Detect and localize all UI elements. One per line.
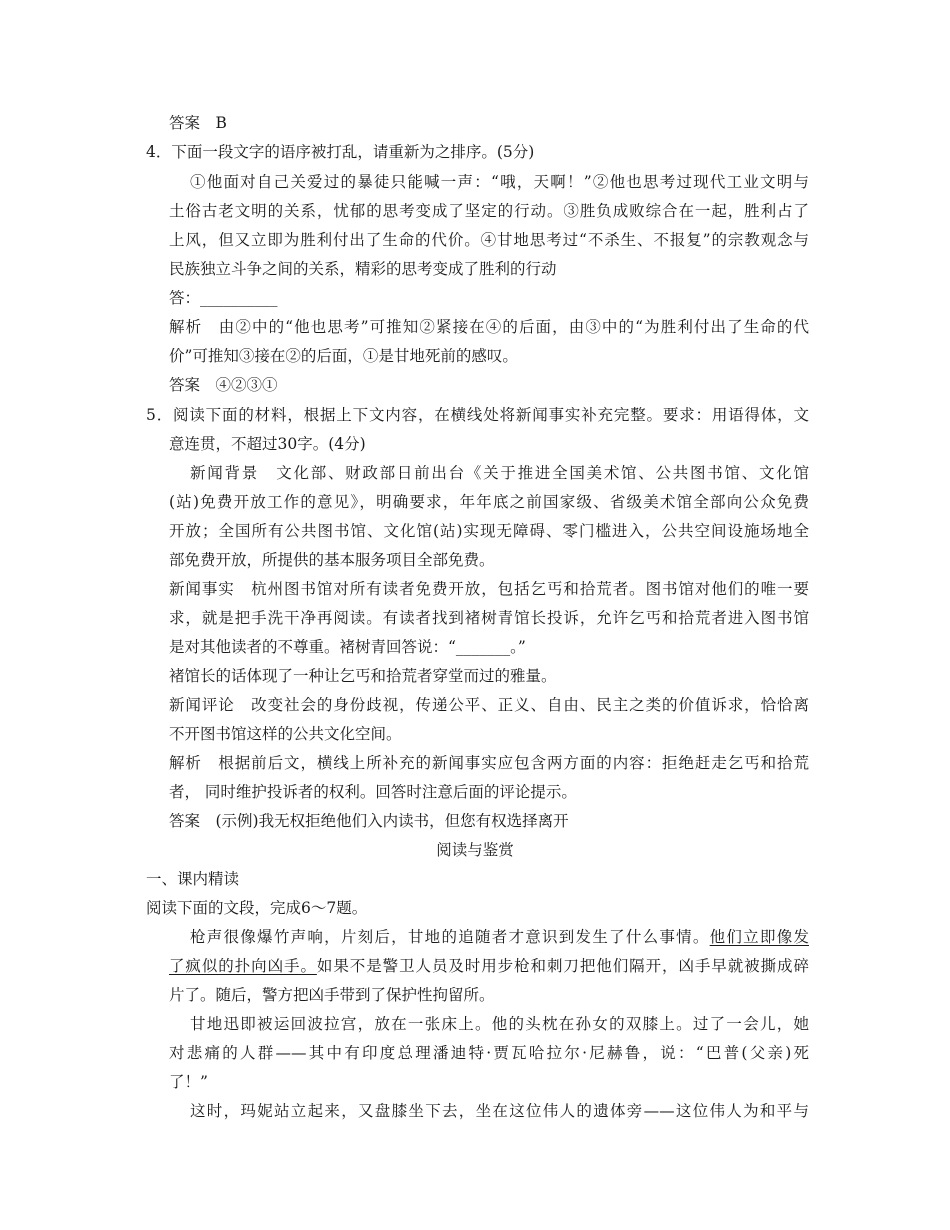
news-fact: 褚馆长的话体现了一种让乞丐和拾荒者穿堂而过的雅量。 (169, 667, 557, 685)
news-fact: 新闻事实 杭州图书馆对所有读者免费开放，包括乞丐和拾荒者。图书馆对他们的唯一要 (169, 580, 809, 598)
question-5-title: 意连贯，不超过30字。(4分) (169, 435, 366, 453)
underlined-passage-text: 他们立即像发 (709, 928, 809, 946)
q4-text-line: 民族独立斗争之间的关系，精彩的思考变成了胜利的行动 (169, 260, 557, 278)
answer-q3: 答案 B (169, 114, 227, 132)
q4-text-line: 土俗古老文明的关系，忧郁的思考变成了坚定的行动。③胜负成败综合在一起，胜利占了 (169, 202, 809, 220)
passage-text: 如果不是警卫人员及时用步枪和刺刀把他们隔开，凶手早就被撕成碎 (316, 957, 809, 975)
underlined-passage-text: 了疯似的扑向凶手。 (169, 957, 317, 975)
passage-line (169, 956, 809, 976)
q5-analysis: 解析 根据前后文，横线上所补充的新闻事实应包含两方面的内容：拒绝赶走乞丐和拾荒 (169, 754, 809, 772)
news-comment: 不开图书馆这样的公共文化空间。 (169, 725, 402, 743)
news-background: (站)免费开放工作的意见》，明确要求，年年底之前国家级、省级美术馆全部向公众免费 (169, 493, 809, 511)
subsection-heading: 一、课内精读 (146, 870, 240, 888)
q4-answer: 答案 ④②③① (169, 376, 278, 394)
passage-line (190, 927, 809, 947)
news-comment: 新闻评论 改变社会的身份歧视，传递公平、正义、自由、民主之类的价值诉求，恰恰离 (169, 696, 809, 714)
news-background: 新闻背景 文化部、财政部日前出台《关于推进全国美术馆、公共图书馆、文化馆 (190, 464, 809, 482)
question-5-title: 5．阅读下面的材料，根据上下文内容，在横线处将新闻事实补充完整。要求：用语得体，文 (146, 406, 809, 424)
reading-instruction: 阅读下面的文段，完成6～7题。 (146, 899, 368, 917)
q4-answer-blank: 答：__________ (169, 289, 278, 307)
passage-line: 片了。随后，警方把凶手带到了保护性拘留所。 (169, 986, 495, 1004)
news-background: 开放；全国所有公共图书馆、文化馆(站)实现无障碍、零门槛进入，公共空间设施场地全 (169, 522, 809, 540)
q4-analysis: 解析 由②中的“他也思考”可推知②紧接在④的后面，由③中的“为胜利付出了生命的代 (169, 318, 809, 336)
passage-line: 这时，玛妮站立起来，又盘膝坐下去，坐在这位伟人的遗体旁——这位伟人为和平与 (190, 1102, 809, 1120)
q4-analysis: 价”可推知③接在②的后面，①是甘地死前的感叹。 (169, 347, 518, 365)
passage-line: 甘地迅即被运回波拉宫，放在一张床上。他的头枕在孙女的双膝上。过了一会儿，她 (190, 1015, 809, 1033)
news-background: 部免费开放，所提供的基本服务项目全部免费。 (169, 551, 495, 569)
q5-analysis: 者， 同时维护投诉者的权利。回答时注意后面的评论提示。 (169, 783, 577, 801)
section-heading: 阅读与鉴赏 (436, 841, 514, 859)
q5-answer: 答案 (示例)我无权拒绝他们入内读书，但您有权选择离开 (169, 812, 569, 830)
passage-text: 枪声很像爆竹声响，片刻后，甘地的追随者才意识到发生了什么事情。 (190, 928, 710, 946)
news-fact: 是对其他读者的不尊重。褚树青回答说：“_______。” (169, 638, 526, 656)
q4-text-line: 上风，但又立即为胜利付出了生命的代价。④甘地思考过“不杀生、不报复”的宗教观念与 (169, 231, 809, 249)
q4-text-line: ①他面对自己关爱过的暴徒只能喊一声：“哦，天啊！”②他也思考过现代工业文明与 (190, 173, 809, 191)
news-fact: 求，就是把手洗干净再阅读。有读者找到褚树青馆长投诉，允许乞丐和拾荒者进入图书馆 (169, 609, 809, 627)
passage-line: 了！” (169, 1073, 208, 1091)
question-4-title: 4．下面一段文字的语序被打乱，请重新为之排序。(5分) (146, 143, 535, 161)
passage-line: 对悲痛的人群——其中有印度总理潘迪特·贾瓦哈拉尔·尼赫鲁，说：“巴普(父亲)死 (169, 1044, 809, 1062)
